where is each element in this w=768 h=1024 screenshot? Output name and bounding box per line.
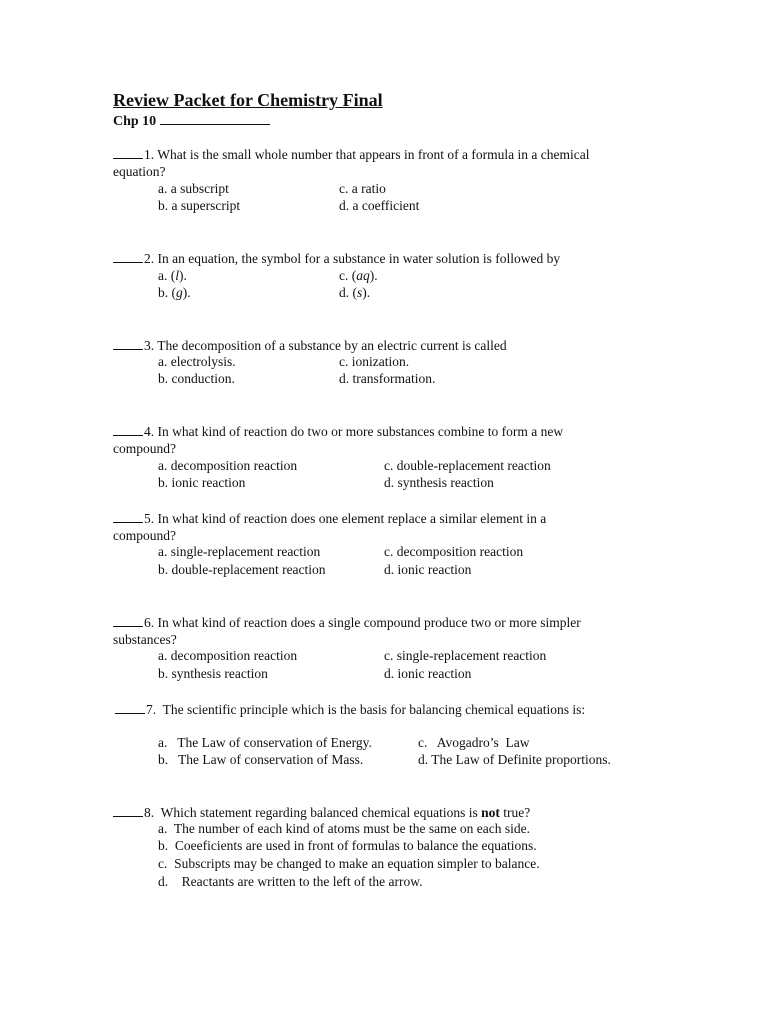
answer-blank[interactable] <box>113 423 143 436</box>
question-3 <box>113 337 653 354</box>
option-1c: c. a ratio <box>339 181 386 196</box>
answer-blank[interactable] <box>113 614 143 627</box>
question-text: compound? <box>113 528 176 544</box>
answer-blank[interactable] <box>115 701 145 714</box>
question-2 <box>113 250 653 267</box>
question-text: What is the small whole number that appears in front of a formula in a chemical <box>157 147 590 162</box>
option-7d: d. The Law of Definite proportions. <box>418 752 611 767</box>
option-1a: a. a subscript <box>158 181 229 196</box>
question-5 <box>113 510 653 545</box>
option-2b: b. (g). <box>158 285 191 300</box>
question-text: In what kind of reaction does one element replace a similar element in a <box>157 511 547 526</box>
option-5b: b. double-replacement reaction <box>158 562 326 577</box>
option-3c: c. ionization. <box>339 354 410 369</box>
option-5d: d. ionic reaction <box>384 562 472 577</box>
option-3b: b. conduction. <box>158 371 235 386</box>
question-text: substances? <box>113 632 177 648</box>
option-1d: d. a coefficient <box>339 198 420 213</box>
option-8c: c. Subscripts may be changed to make an equation simpler to balance. <box>158 856 540 871</box>
answer-blank[interactable] <box>113 804 143 817</box>
question-number: 2. <box>144 251 155 266</box>
option-4a: a. decomposition reaction <box>158 458 298 473</box>
question-text: Which statement regarding balanced chemical equations is <box>154 805 482 820</box>
question-number: 3. <box>144 338 155 353</box>
question-text: compound? <box>113 441 176 457</box>
option-4b: b. ionic reaction <box>158 475 246 490</box>
option-3d: d. transformation. <box>339 371 436 386</box>
question-text: The scientific principle which is the basis for balancing chemical equations is: <box>156 702 586 717</box>
question-text: In what kind of reaction does a single compound produce two or more simpler <box>157 615 581 630</box>
answer-blank[interactable] <box>113 510 143 523</box>
option-3a: a. electrolysis. <box>158 354 236 369</box>
question-7 <box>115 701 675 718</box>
option-4d: d. synthesis reaction <box>384 475 494 490</box>
question-8 <box>113 804 673 821</box>
option-6a: a. decomposition reaction <box>158 648 298 663</box>
option-1b: b. a superscript <box>158 198 241 213</box>
option-6b: b. synthesis reaction <box>158 666 268 681</box>
answer-blank[interactable] <box>113 250 143 263</box>
question-text: In what kind of reaction do two or more substances combine to form a new <box>157 424 564 439</box>
question-number: 5. <box>144 511 155 526</box>
option-5a: a. single-replacement reaction <box>158 544 321 559</box>
chapter-underline <box>160 112 270 125</box>
question-number: 1. <box>144 147 155 162</box>
option-6c: c. single-replacement reaction <box>384 648 547 663</box>
question-number: 7. <box>146 702 157 717</box>
option-2a: a. (l). <box>158 268 187 283</box>
question-6 <box>113 614 653 649</box>
option-6d: d. ionic reaction <box>384 666 472 681</box>
chapter-heading <box>113 112 270 130</box>
question-text: true? <box>499 805 531 820</box>
option-7c: c. Avogadro’s Law <box>418 735 530 750</box>
question-number: 4. <box>144 424 155 439</box>
emphasis-not: not <box>481 805 500 820</box>
option-2c: c. (aq). <box>339 268 378 283</box>
option-8b: b. Coeeficients are used in front of formulas to balance the equations. <box>158 838 537 853</box>
question-number: 8. <box>144 805 155 820</box>
option-4c: c. double-replacement reaction <box>384 458 551 473</box>
question-4 <box>113 423 653 458</box>
question-1 <box>113 146 653 181</box>
question-number: 6. <box>144 615 155 630</box>
option-2d: d. (s). <box>339 285 371 300</box>
question-text: The decomposition of a substance by an electric current is called <box>157 338 507 353</box>
question-text: equation? <box>113 164 166 180</box>
page-title: Review Packet for Chemistry Final <box>113 90 383 110</box>
option-8a: a. The number of each kind of atoms must be the same on each side. <box>158 821 531 836</box>
option-8d: d. Reactants are written to the left of the arrow. <box>158 874 423 889</box>
answer-blank[interactable] <box>113 146 143 159</box>
option-7a: a. The Law of conservation of Energy. <box>158 735 372 750</box>
answer-blank[interactable] <box>113 337 143 350</box>
option-5c: c. decomposition reaction <box>384 544 524 559</box>
option-7b: b. The Law of conservation of Mass. <box>158 752 364 767</box>
chapter-label: Chp 10 <box>113 114 157 129</box>
question-text: In an equation, the symbol for a substance in water solution is followed by <box>157 251 561 266</box>
